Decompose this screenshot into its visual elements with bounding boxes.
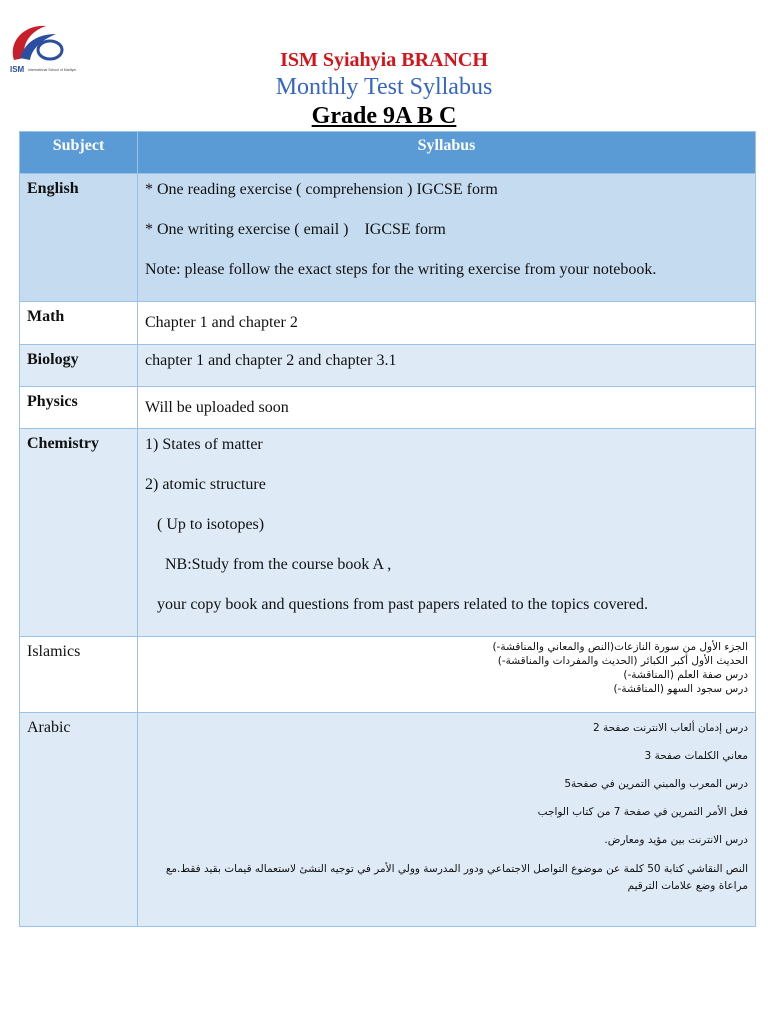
- syllabus-line: درس الانترنت بين مؤيد ومعارض.: [604, 834, 748, 846]
- syllabus-arabic: [138, 713, 756, 927]
- syllabus-islamics: [138, 637, 756, 713]
- subject-english: English: [20, 174, 138, 302]
- syllabus-chemistry: [138, 429, 756, 637]
- syllabus-table: [19, 131, 756, 927]
- syllabus-line: الحديث الأول أكبر الكبائر (الحديث والمفردات والمناقشة-): [497, 655, 748, 667]
- subject-islamics: Islamics: [20, 637, 138, 713]
- syllabus-physics: [138, 387, 756, 429]
- syllabus-line: 1) States of matter: [145, 436, 263, 453]
- table-row-islamics: [20, 637, 756, 713]
- table-row-chemistry: [20, 429, 756, 637]
- subject-arabic: Arabic: [20, 713, 138, 927]
- syllabus-line: Note: please follow the exact steps for the writing exercise from your notebook.: [145, 261, 657, 278]
- syllabus-line: NB:Study from the course book A ,: [145, 556, 392, 573]
- syllabus-line: chapter 1 and chapter 2 and chapter 3.1: [145, 352, 397, 369]
- subject-chemistry: Chemistry: [20, 429, 138, 637]
- syllabus-line: * One reading exercise ( comprehension ) IGCSE form: [145, 181, 498, 198]
- syllabus-line: Chapter 1 and chapter 2: [145, 314, 298, 331]
- syllabus-line: معاني الكلمات صفحة 3: [644, 750, 748, 762]
- syllabus-biology: [138, 345, 756, 387]
- syllabus-line: فعل الأمر التمرين في صفحة 7 من كتاب الواجب: [537, 806, 748, 818]
- subject-biology: Biology: [20, 345, 138, 387]
- syllabus-math: [138, 302, 756, 345]
- branch-title: ISM Syiahyia BRANCH: [280, 49, 488, 71]
- syllabus-line: درس صفة العلم (المناقشة-): [623, 669, 748, 681]
- grade-title: Grade 9A B C: [311, 103, 457, 129]
- svg-text:ISM: ISM: [10, 65, 25, 74]
- table-row-english: [20, 174, 756, 302]
- syllabus-line: your copy book and questions from past papers related to the topics covered.: [145, 596, 648, 613]
- syllabus-line: النص النقاشي كتابة 50 كلمة عن موضوع التواصل الاجتماعي ودور المدرسة وولي الأمر في توجيه النشئ لاستعماله قيمات بقيد فقط.مع مراعاة وضع علامات الترقيم: [165, 863, 748, 892]
- syllabus-line: درس المعرب والمبني التمرين في صفحة5: [564, 778, 748, 790]
- svg-text:International School of Marity: International School of Maritym: [28, 68, 77, 72]
- table-header-row: [20, 132, 756, 174]
- subject-physics: Physics: [20, 387, 138, 429]
- syllabus-line: ( Up to isotopes): [145, 516, 265, 533]
- header-subject: Subject: [20, 132, 138, 174]
- syllabus-line: * One writing exercise ( email ) IGCSE form: [145, 221, 446, 238]
- table-row-arabic: [20, 713, 756, 927]
- table-row-physics: [20, 387, 756, 429]
- syllabus-line: Will be uploaded soon: [145, 399, 289, 416]
- syllabus-english: [138, 174, 756, 302]
- table-row-math: [20, 302, 756, 345]
- subject-math: Math: [20, 302, 138, 345]
- syllabus-line: درس سجود السهو (المناقشة-): [613, 683, 748, 695]
- page-title: Monthly Test Syllabus: [275, 74, 493, 100]
- table-row-biology: [20, 345, 756, 387]
- syllabus-line: الجزء الأول من سورة النازعات(النص والمعاني والمناقشة-): [492, 641, 748, 653]
- header-syllabus: Syllabus: [138, 132, 756, 174]
- syllabus-line: درس إدمان ألعاب الانترنت صفحة 2: [593, 722, 748, 734]
- syllabus-line: 2) atomic structure: [145, 476, 266, 493]
